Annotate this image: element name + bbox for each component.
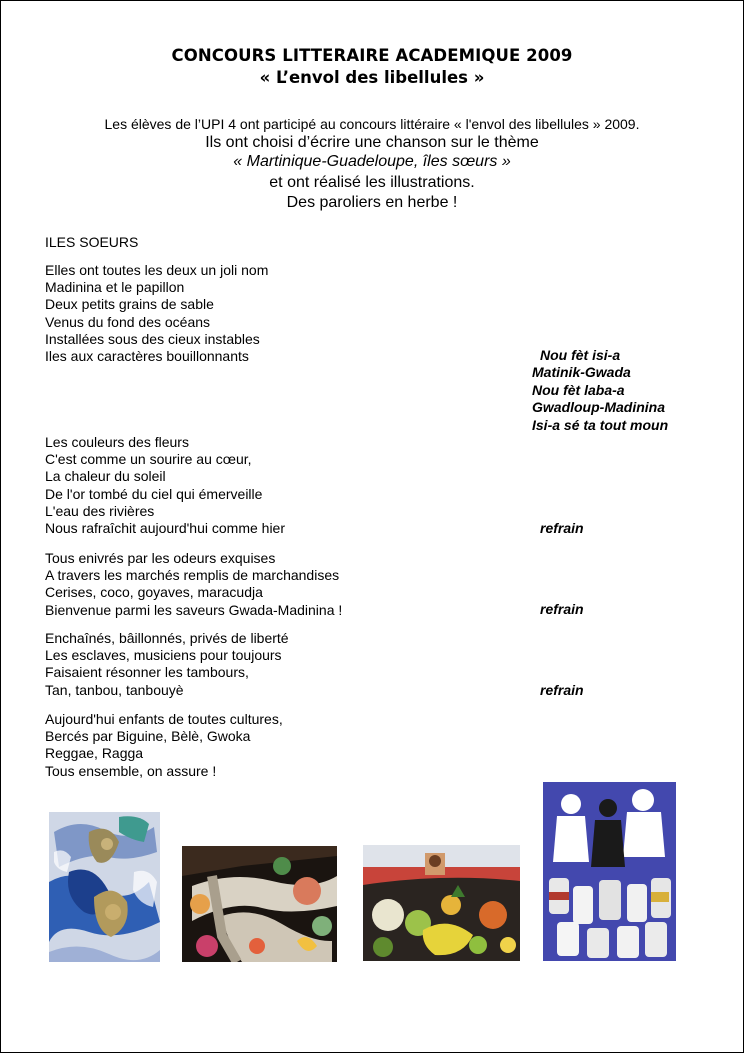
poem-line: Venus du fond des océans	[45, 313, 211, 330]
poem-line: Cerises, coco, goyaves, maracudja	[45, 584, 263, 601]
stanza-3	[45, 550, 342, 619]
chorus-line: Gwadloup-Madinina	[532, 399, 665, 416]
market-fruit-collage-icon	[363, 845, 520, 961]
poem-line: Nous rafraîchit aujourd'hui comme hier	[45, 520, 286, 537]
chorus	[532, 347, 668, 434]
poem-line: Tan, tanbou, tanbouyè	[45, 681, 184, 698]
poem-title: ILES SOEURS	[45, 234, 139, 250]
stanza-2	[45, 434, 285, 537]
poem-line: Installées sous des cieux instables	[45, 330, 260, 347]
stanza-5	[45, 711, 283, 780]
poem-line: La chaleur du soleil	[45, 468, 166, 485]
poem-line: Deux petits grains de sable	[45, 296, 214, 313]
poem-line: De l'or tombé du ciel qui émerveille	[45, 485, 263, 502]
poem-line: Aujourd'hui enfants de toutes cultures,	[45, 711, 283, 727]
intro-line-1: Les élèves de l’UPI 4 ont participé au concours littéraire « l'envol des libellules » 2009.	[104, 116, 640, 132]
chorus-line: Isi-a sé ta tout moun	[532, 416, 669, 433]
poem-line: Enchaînés, bâillonnés, privés de liberté	[45, 630, 289, 646]
poem-line: Les couleurs des fleurs	[45, 434, 189, 450]
poem-line: L'eau des rivières	[45, 502, 155, 519]
poem-line: Faisaient résonner les tambours,	[45, 664, 249, 681]
poem-line: C'est comme un sourire au cœur,	[45, 451, 252, 468]
drummers-collage-icon	[543, 782, 676, 961]
poem-line: Iles aux caractères bouillonnants	[45, 348, 249, 365]
poem-line: Tous ensemble, on assure !	[45, 762, 217, 779]
intro-line-2: Ils ont choisi d’écrire une chanson sur le thème	[205, 134, 539, 151]
chorus-line: Matinik-Gwada	[532, 364, 631, 381]
refrain-label: refrain	[540, 601, 584, 617]
contest-title: CONCOURS LITTERAIRE ACADEMIQUE 2009	[171, 46, 573, 65]
stanza-4	[45, 630, 289, 699]
chorus-line: Nou fèt isi-a	[540, 347, 621, 363]
poem-line: Bienvenue parmi les saveurs Gwada-Madinina !	[45, 601, 343, 618]
stanza-1	[45, 262, 268, 365]
poem-line: Bercés par Biguine, Bèlè, Gwoka	[45, 728, 251, 745]
poem-line: Madinina et le papillon	[45, 279, 185, 296]
flowers-river-collage-icon	[182, 846, 337, 962]
poem-line: Tous enivrés par les odeurs exquises	[45, 550, 276, 566]
intro-line-5: Des paroliers en herbe !	[286, 194, 458, 211]
poem-line: Elles ont toutes les deux un joli nom	[45, 262, 269, 278]
contest-subtitle: « L’envol des libellules »	[259, 68, 485, 87]
poem-line: Les esclaves, musiciens pour toujours	[45, 647, 282, 664]
intro-line-4: et ont réalisé les illustrations.	[269, 174, 475, 191]
chorus-line: Nou fèt laba-a	[532, 381, 625, 398]
poem-line: A travers les marchés remplis de marchandises	[45, 567, 340, 584]
poem-line: Reggae, Ragga	[45, 745, 144, 762]
refrain-label: refrain	[540, 520, 584, 536]
map-collage-icon	[49, 812, 160, 962]
refrain-label: refrain	[540, 682, 584, 698]
intro-theme: « Martinique-Guadeloupe, îles sœurs »	[233, 153, 511, 170]
